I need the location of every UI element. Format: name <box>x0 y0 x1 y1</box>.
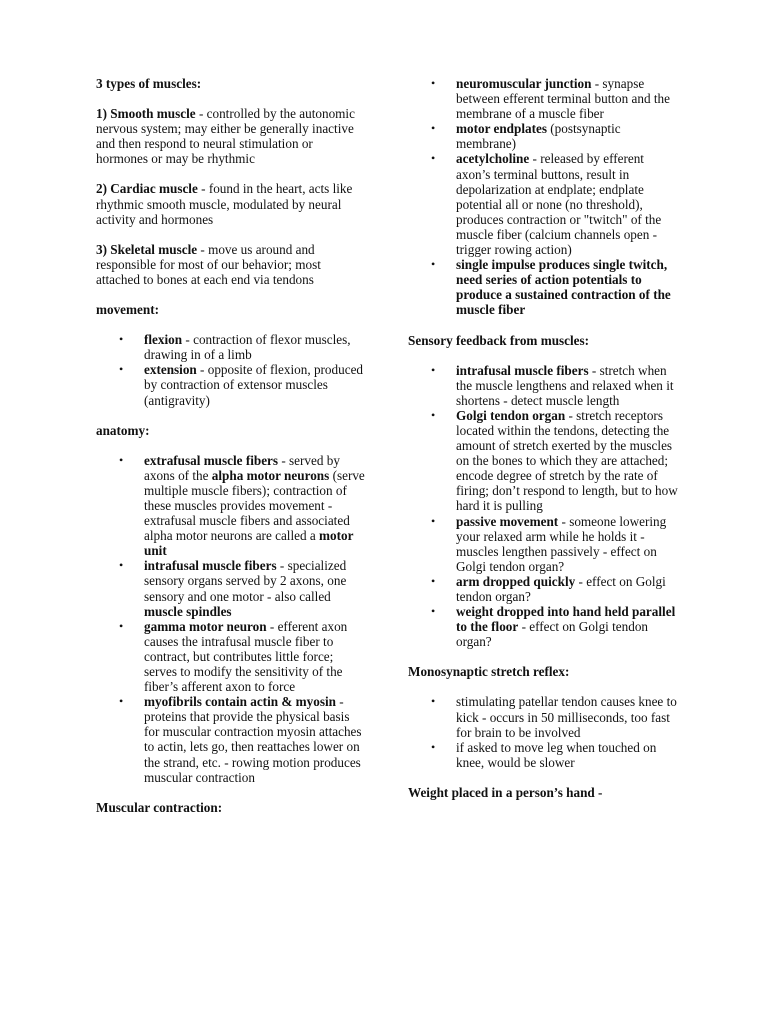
extrafusal-bold-1: alpha motor neurons <box>211 467 330 483</box>
nmj-text: - synapse between efferent terminal button and the membrane of a muscle fiber <box>456 76 670 122</box>
list-item-nmj <box>456 76 680 121</box>
impulse-text: single impulse produces single twitch, need series of action potentials to produce a sustained contraction of the muscle fiber <box>456 257 671 318</box>
gamma-term: gamma motor neuron <box>144 618 267 634</box>
list-item-weight <box>456 604 680 649</box>
myofibrils-text: - proteins that provide the physical basis for muscular contraction myosin attaches to actin, lets go, then reattaches lower on the strand, etc. - rowing motion produces muscular contraction <box>144 694 362 785</box>
list-item-golgi <box>456 408 680 514</box>
endplates-text: (postsynaptic membrane) <box>456 121 621 152</box>
junction-list <box>408 76 680 318</box>
spindle-term: intrafusal muscle fibers <box>456 362 589 378</box>
list-item-impulse <box>456 257 680 317</box>
sensory-list <box>408 363 680 650</box>
golgi-text: - stretch receptors located within the tendons, detecting the amount of stretch exerted by the muscles on the bones to which they are attached; encode degree of stretch by the rate of firing; don’t respond to length, but to how hard it is pulling <box>456 407 678 514</box>
myofibrils-term: myofibrils contain actin & myosin <box>144 694 336 710</box>
list-item-endplates <box>456 121 680 151</box>
types-heading: 3 types of muscles: <box>96 76 202 91</box>
cardiac-muscle-paragraph <box>96 181 368 226</box>
movement-heading: movement: <box>96 302 159 318</box>
smooth-muscle-paragraph <box>96 106 368 166</box>
golgi-term: Golgi tendon organ <box>456 407 566 423</box>
weight-text: - effect on Golgi tendon organ? <box>456 619 649 650</box>
skeletal-muscle-title: 3) Skeletal muscle <box>96 241 198 257</box>
skeletal-muscle-text: - move us around and responsible for most of our behavior; most attached to bones at each end via tendons <box>96 241 321 287</box>
endplates-term: motor endplates <box>456 121 547 137</box>
cardiac-muscle-text: - found in the heart, acts like rhythmic smooth muscle, modulated by neural activity and hormones <box>96 181 353 227</box>
intrafusal-bold: muscle spindles <box>144 603 232 619</box>
intrafusal-term: intrafusal muscle fibers <box>144 558 277 574</box>
passive-text: - someone lowering your relaxed arm while he holds it - muscles lengthen passively - effect on Golgi tendon organ? <box>456 513 667 574</box>
reflex-heading: Monosynaptic stretch reflex: <box>408 664 570 680</box>
arm-text: - effect on Golgi tendon organ? <box>456 573 666 604</box>
reflex-list <box>408 694 680 769</box>
ach-term: acetylcholine <box>456 151 530 167</box>
list-item-myofibrils <box>144 694 368 785</box>
flexion-term: flexion <box>144 332 183 348</box>
movement-list <box>96 332 368 407</box>
extension-term: extension <box>144 362 197 378</box>
extrafusal-term: extrafusal muscle fibers <box>144 452 279 468</box>
extrafusal-text-1: - served by axons of the <box>144 452 340 483</box>
list-item-extrafusal <box>144 453 368 559</box>
spindle-text: - stretch when the muscle lengthens and relaxed when it shortens - detect muscle length <box>456 362 674 408</box>
sensory-heading: Sensory feedback from muscles: <box>408 332 590 348</box>
intrafusal-text: - specialized sensory organs served by 2 axons, one sensory and one motor - also called <box>144 558 347 604</box>
list-item-intrafusal <box>144 558 368 618</box>
gamma-text: - efferent axon causes the intrafusal muscle fiber to contract, but contributes little force; serves to modify the sensitivity of the fiber’s afferent axon to force <box>144 618 348 695</box>
nmj-term: neuromuscular junction <box>456 76 592 91</box>
weight-term: weight dropped into hand held parallel to the floor <box>456 604 676 635</box>
list-item-arm <box>456 574 680 604</box>
cardiac-muscle-title: 2) Cardiac muscle <box>96 181 198 197</box>
list-item-gamma <box>144 619 368 694</box>
list-item-spindle <box>456 363 680 408</box>
smooth-muscle-title: 1) Smooth muscle <box>96 106 196 122</box>
passive-term: passive movement <box>456 513 559 529</box>
left-column <box>96 76 368 830</box>
arm-term: arm dropped quickly <box>456 573 576 589</box>
list-item-acetylcholine <box>456 151 680 257</box>
smooth-muscle-text: - controlled by the autonomic nervous system; may either be generally inactive and then respond to neural stimulation or hormones or may be rhythmic <box>96 106 355 167</box>
list-item-flexion <box>144 332 368 362</box>
extension-text: - opposite of flexion, produced by contraction of extensor muscles (antigravity) <box>144 362 364 408</box>
anatomy-list <box>96 453 368 785</box>
extrafusal-bold-2: motor unit <box>144 528 354 559</box>
list-item-reflex-1: • stimulating patellar tendon causes knee to kick - occurs in 50 milliseconds, too fast for brain to be involved <box>456 694 680 739</box>
list-item-extension <box>144 362 368 407</box>
extrafusal-text-2: (serve multiple muscle fibers); contraction of these muscles provides movement - extrafusal muscle fibers and associated alpha motor neurons are called a <box>144 467 365 544</box>
list-item-reflex-2: • if asked to move leg when touched on knee, would be slower <box>456 740 680 770</box>
list-item-passive <box>456 514 680 574</box>
anatomy-heading: anatomy: <box>96 422 150 438</box>
right-column <box>408 76 680 815</box>
flexion-text: - contraction of flexor muscles, drawing in of a limb <box>144 332 351 363</box>
ach-text: - released by efferent axon’s terminal buttons, result in depolarization at endplate; endplate potential all or none (no threshold), produces contraction or "twitch" of the muscle fiber (calcium channels open - trigger rowing action) <box>456 151 662 258</box>
skeletal-muscle-paragraph <box>96 242 368 287</box>
contraction-heading: Muscular contraction: <box>96 799 223 815</box>
weight-heading: Weight placed in a person’s hand - <box>408 784 603 800</box>
